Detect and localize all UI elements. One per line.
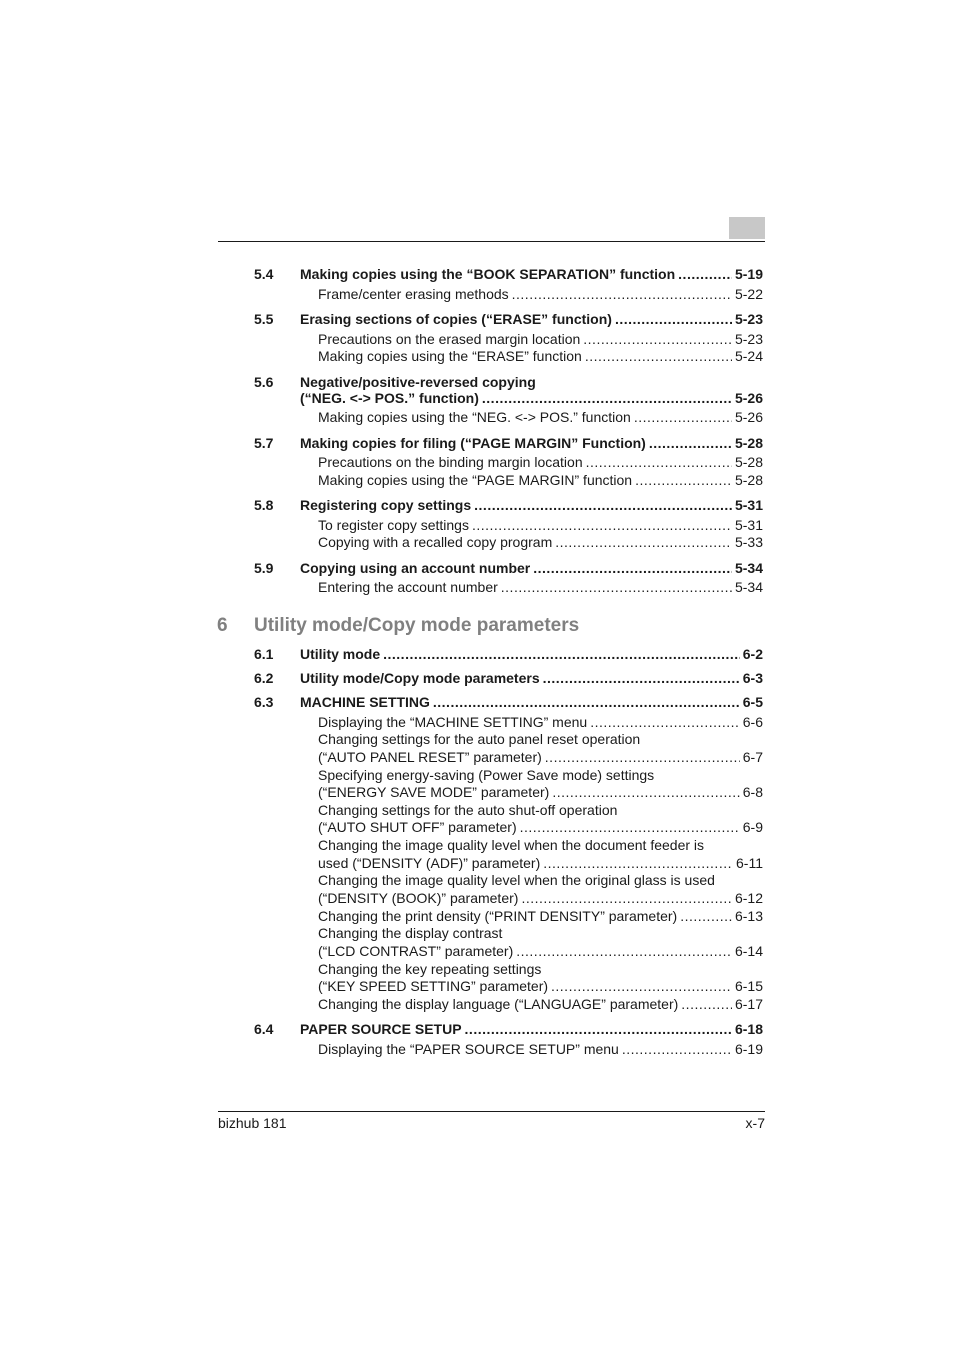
toc-section-number: 5.7: [254, 435, 274, 451]
chapter-number: 6: [217, 615, 228, 636]
toc-subentry[interactable]: [318, 454, 763, 471]
toc-entry-title: Copying using an account number: [300, 560, 531, 576]
toc-subentry-title-line1: Changing the key repeating settings: [318, 961, 542, 977]
toc-entry-title: Displaying the “PAPER SOURCE SETUP” menu: [318, 1041, 619, 1057]
chapter-title[interactable]: Utility mode/Copy mode parameters: [254, 615, 580, 636]
toc-subentry-title-line1: Specifying energy-saving (Power Save mode) settings: [318, 767, 655, 783]
toc-subentry[interactable]: [318, 472, 763, 489]
toc-entry-page: 6-9: [742, 819, 763, 835]
toc-entry-page: 6-19: [734, 1041, 763, 1057]
toc-subentry[interactable]: [318, 996, 763, 1013]
toc-entry-page: 5-28: [734, 472, 763, 488]
toc-section-number: 5.6: [254, 374, 274, 390]
toc-entry-title: (“LCD CONTRAST” parameter): [318, 943, 514, 959]
toc-entry[interactable]: [300, 670, 763, 687]
toc-entry[interactable]: [300, 646, 763, 663]
toc-subentry[interactable]: [318, 579, 763, 596]
toc-entry-page: 5-19: [734, 266, 763, 282]
toc-entry-title-line1: Negative/positive-reversed copying: [300, 374, 536, 390]
toc-entry-title: Changing the print density (“PRINT DENSITY” parameter): [318, 908, 678, 924]
toc-subentry-title-line1: Changing settings for the auto shut-off operation: [318, 802, 618, 818]
toc-subentry-title-line1: Changing the display contrast: [318, 925, 503, 941]
toc-entry-title: Changing the display language (“LANGUAGE” parameter): [318, 996, 679, 1012]
toc-entry-title: Making copies using the “ERASE” function: [318, 348, 582, 364]
toc-entry-title: Making copies for filing (“PAGE MARGIN” Function): [300, 435, 646, 451]
toc-entry-title: Making copies using the “PAGE MARGIN” function: [318, 472, 633, 488]
toc-entry-title: Utility mode: [300, 646, 381, 662]
footer-product-name: bizhub 181: [218, 1115, 287, 1131]
toc-entry-title: (“AUTO SHUT OFF” parameter): [318, 819, 517, 835]
toc-entry-title: Making copies using the “BOOK SEPARATION” function: [300, 266, 676, 282]
toc-subentry[interactable]: [318, 348, 763, 365]
toc-entry-page: 6-15: [734, 978, 763, 994]
toc-section-number: 5.5: [254, 311, 274, 327]
toc-entry[interactable]: [300, 435, 763, 452]
toc-subentry[interactable]: [318, 784, 763, 801]
footer-rule: [218, 1111, 765, 1112]
toc-subentry-title-line1: Changing settings for the auto panel reset operation: [318, 731, 641, 747]
toc-entry-page: 5-26: [734, 390, 763, 406]
header-rule: [218, 241, 765, 242]
toc-entry-title: Precautions on the binding margin location: [318, 454, 583, 470]
toc-entry-page: 6-18: [734, 1021, 763, 1037]
toc-entry-page: 6-6: [742, 714, 763, 730]
toc-entry-page: 5-26: [734, 409, 763, 425]
toc-entry-title: (“KEY SPEED SETTING” parameter): [318, 978, 549, 994]
toc-entry-title: (“AUTO PANEL RESET” parameter): [318, 749, 542, 765]
toc-subentry[interactable]: [318, 286, 763, 303]
toc-subentry[interactable]: [318, 409, 763, 426]
toc-entry-title: MACHINE SETTING: [300, 694, 430, 710]
toc-subentry[interactable]: [318, 714, 763, 731]
toc-subentry[interactable]: [318, 908, 763, 925]
toc-entry-page: 5-22: [734, 286, 763, 302]
toc-entry-page: 6-5: [742, 694, 763, 710]
toc-entry[interactable]: [300, 266, 763, 283]
toc-entry[interactable]: [300, 497, 763, 514]
toc-entry-title: Entering the account number: [318, 579, 498, 595]
toc-entry-title: Registering copy settings: [300, 497, 472, 513]
toc-subentry-title-line1: Changing the image quality level when the original glass is used: [318, 872, 715, 888]
toc-entry-page: 6-8: [742, 784, 763, 800]
toc-entry[interactable]: [300, 1021, 763, 1038]
toc-entry-title: Copying with a recalled copy program: [318, 534, 553, 550]
toc-entry[interactable]: [300, 694, 763, 711]
toc-section-number: 6.4: [254, 1021, 274, 1037]
toc-entry-title: Utility mode/Copy mode parameters: [300, 670, 540, 686]
toc-entry-page: 5-31: [734, 517, 763, 533]
toc-section-number: 6.2: [254, 670, 274, 686]
toc-section-number: 5.4: [254, 266, 274, 282]
toc-entry-page: 5-33: [734, 534, 763, 550]
toc-entry-page: 6-12: [734, 890, 763, 906]
toc-entry-page: 6-11: [736, 855, 763, 871]
toc-entry-page: 6-2: [742, 646, 763, 662]
toc-entry-page: 6-17: [734, 996, 763, 1012]
toc-subentry[interactable]: [318, 331, 763, 348]
toc-entry-title: To register copy settings: [318, 517, 469, 533]
toc-entry-page: 5-34: [734, 560, 763, 576]
toc-entry-page: 5-31: [734, 497, 763, 513]
toc-entry-page: 5-23: [734, 331, 763, 347]
footer-page-number: x-7: [745, 1115, 765, 1131]
toc-section-number: 6.3: [254, 694, 274, 710]
toc-section-number: 6.1: [254, 646, 274, 662]
toc-subentry-title-line1: Changing the image quality level when the document feeder is: [318, 837, 705, 853]
toc-entry-title: (“DENSITY (BOOK)” parameter): [318, 890, 519, 906]
toc-section-number: 5.9: [254, 560, 274, 576]
toc-entry-title: Displaying the “MACHINE SETTING” menu: [318, 714, 588, 730]
toc-subentry[interactable]: [318, 1041, 763, 1058]
toc-entry-title: Precautions on the erased margin location: [318, 331, 581, 347]
toc-subentry[interactable]: [318, 978, 763, 995]
toc-entry-title: used (“DENSITY (ADF)” parameter): [318, 855, 541, 871]
toc-entry-page: 6-13: [734, 908, 763, 924]
toc-subentry[interactable]: [318, 517, 763, 534]
toc-entry-title: (“ENERGY SAVE MODE” parameter): [318, 784, 550, 800]
toc-entry[interactable]: [300, 560, 763, 577]
toc-entry-title: Erasing sections of copies (“ERASE” function): [300, 311, 612, 327]
toc-subentry[interactable]: [318, 855, 763, 872]
toc-entry-title: PAPER SOURCE SETUP: [300, 1021, 462, 1037]
toc-subentry[interactable]: [318, 819, 763, 836]
toc-entry-page: 5-24: [734, 348, 763, 364]
chapter-tab-marker: [729, 217, 765, 239]
toc-entry-page: 5-23: [734, 311, 763, 327]
toc-subentry[interactable]: [318, 749, 763, 766]
toc-subentry[interactable]: [318, 890, 763, 907]
toc-entry-page: 6-3: [742, 670, 763, 686]
toc-entry-page: 5-28: [734, 454, 763, 470]
toc-entry-title: (“NEG. <-> POS.” function): [300, 390, 479, 406]
toc-entry[interactable]: [300, 311, 763, 328]
toc-entry-title: Making copies using the “NEG. <-> POS.” function: [318, 409, 631, 425]
toc-entry-page: 5-34: [734, 579, 763, 595]
toc-entry-page: 6-7: [742, 749, 763, 765]
toc-entry-title: Frame/center erasing methods: [318, 286, 509, 302]
toc-subentry[interactable]: [318, 534, 763, 551]
toc-entry-page: 6-14: [734, 943, 763, 959]
toc-subentry[interactable]: [318, 943, 763, 960]
toc-section-number: 5.8: [254, 497, 274, 513]
toc-entry-page: 5-28: [734, 435, 763, 451]
toc-entry[interactable]: [300, 390, 763, 407]
